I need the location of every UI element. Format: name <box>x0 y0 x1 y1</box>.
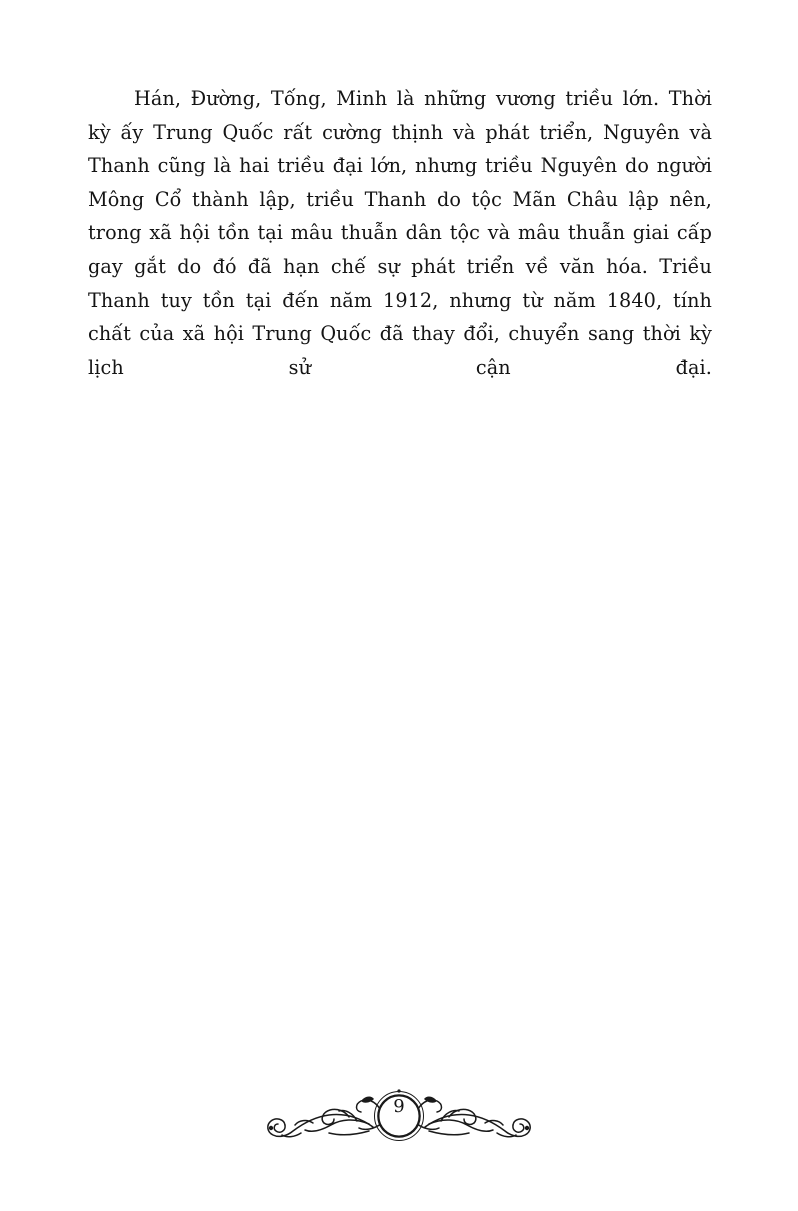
page-footer <box>0 1079 798 1153</box>
body-paragraph: Hán, Đường, Tống, Minh là những vương triều lớn. Thời kỳ ấy Trung Quốc rất cường thịnh và phát triển, Nguyên và Thanh cũng là hai triều đại lớn, nhưng triều Nguyên do người Mông Cổ thành lập, triều Thanh do tộc Mãn Châu lập nên, trong xã hội tồn tại mâu thuẫn dân tộc và mâu thuẫn giai cấp gay gắt do đó đã hạn chế sự phát triển về văn hóa. Triều Thanh tuy tồn tại đến năm 1912, nhưng từ năm 1840, tính chất của xã hội Trung Quốc đã thay đổi, chuyển sang thời kỳ lịch sử cận đại. <box>88 87 712 379</box>
page-number: 9 <box>393 1096 405 1117</box>
page-content <box>88 82 712 418</box>
